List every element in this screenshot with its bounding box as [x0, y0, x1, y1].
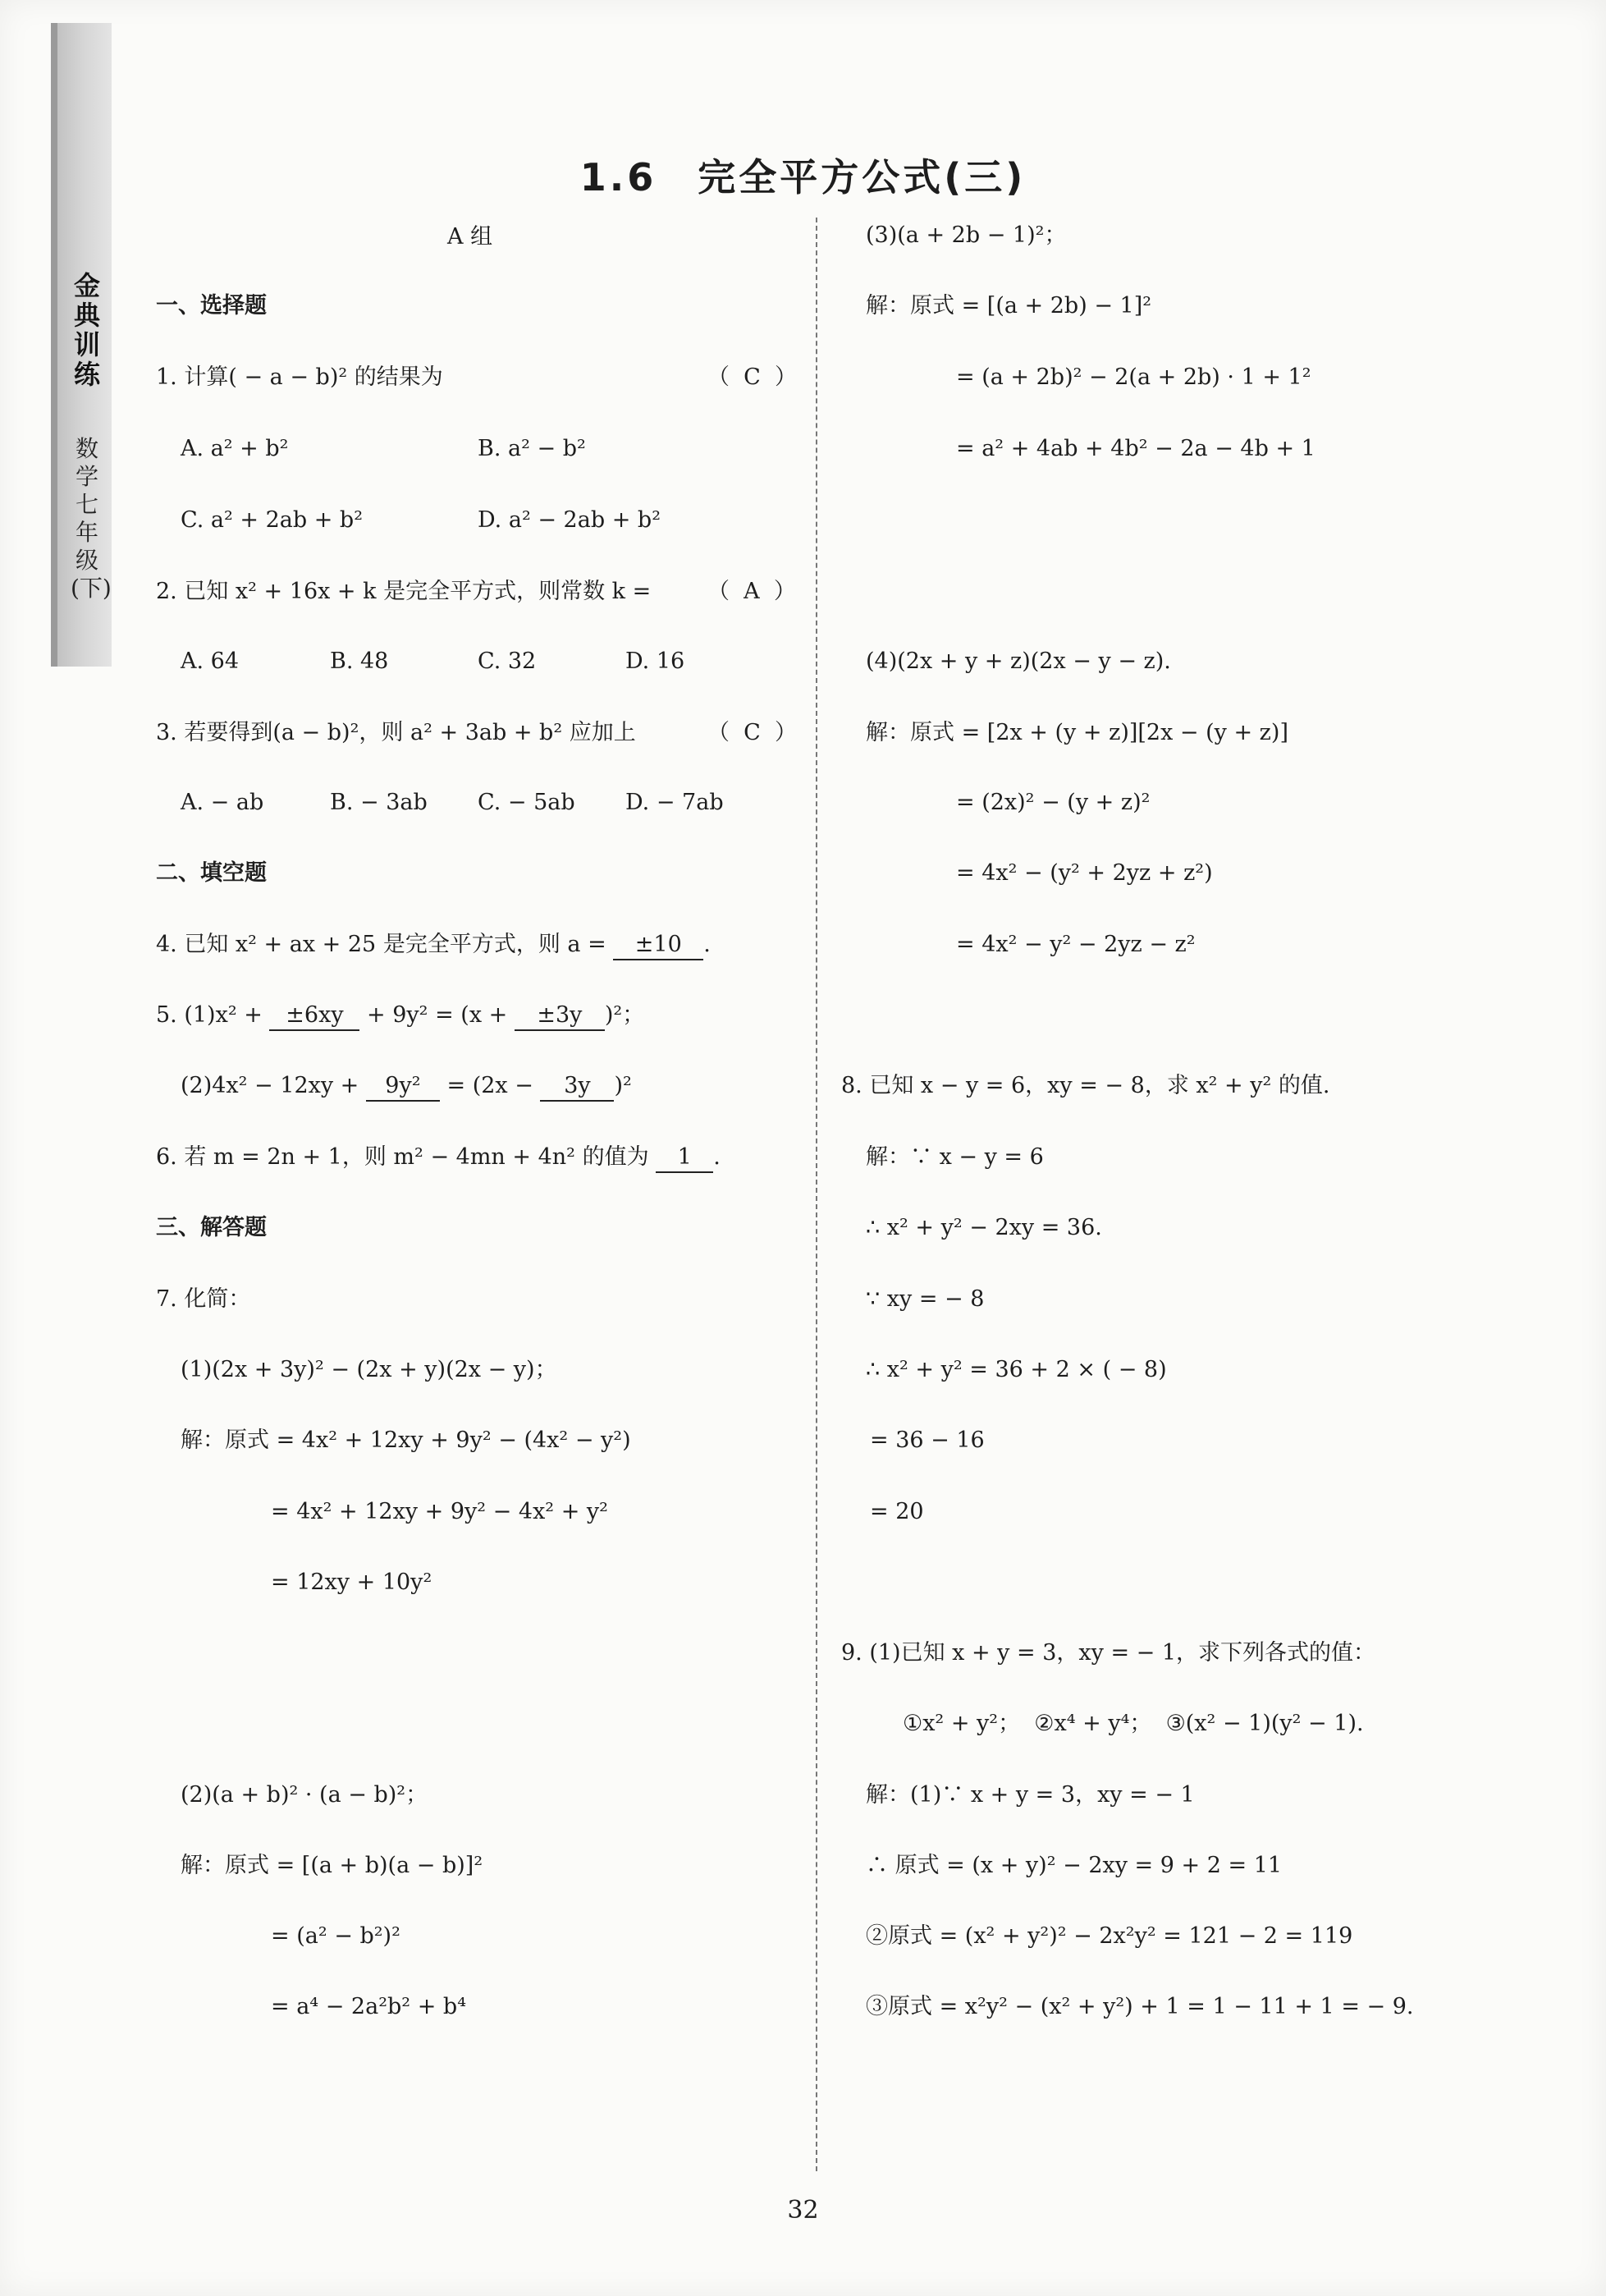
- q7-p3-step1: 解：原式 = [(a + 2b) − 1]²: [866, 293, 1152, 319]
- q7-p2-step2: = (a² − b²)²: [271, 1923, 400, 1949]
- q5-l2-post: )²: [614, 1073, 632, 1098]
- q7-p1-step1: 解：原式 = 4x² + 12xy + 9y² − (4x² − y²): [181, 1428, 631, 1453]
- q1-option-d: D. a² − 2ab + b²: [478, 507, 661, 533]
- q6-blank: 1: [656, 1143, 713, 1173]
- q5-l1-post: )²；: [604, 1002, 645, 1028]
- q2-option-c: C. 32: [478, 648, 537, 674]
- q2-option-b: B. 48: [330, 648, 389, 674]
- q9-step4: ③原式 = x²y² − (x² + y²) + 1 = 1 − 11 + 1 = − 9.: [866, 1994, 1414, 2019]
- section-fill: 二、填空题: [156, 860, 267, 886]
- q5-l1-pre: 5. (1)x² +: [156, 1002, 263, 1028]
- q5-l2-mid: = (2x −: [446, 1073, 533, 1098]
- q2-option-a: A. 64: [181, 648, 240, 674]
- q5-l2-pre: (2)4x² − 12xy +: [181, 1073, 359, 1098]
- q4-post: .: [703, 932, 711, 957]
- q7-p2-step3: = a⁴ − 2a²b² + b⁴: [271, 1994, 467, 2019]
- section-solve: 三、解答题: [156, 1215, 267, 1240]
- q9-step2: ∴ 原式 = (x + y)² − 2xy = 9 + 2 = 11: [866, 1853, 1283, 1878]
- q5-l2-blank2: 3y: [540, 1072, 614, 1102]
- q7-p3: (3)(a + 2b − 1)²；: [866, 222, 1067, 248]
- q8-step3: ∵ xy = − 8: [866, 1286, 985, 1312]
- q3-text: 3. 若要得到(a − b)²，则 a² + 3ab + b² 应加上: [156, 720, 636, 745]
- q1-option-c: C. a² + 2ab + b²: [181, 507, 364, 533]
- q8-step1: 解：∵ x − y = 6: [866, 1144, 1044, 1170]
- spine-edge: [51, 23, 57, 667]
- group-label: A 组: [447, 224, 493, 250]
- q8-head: 8. 已知 x − y = 6，xy = − 8，求 x² + y² 的值.: [841, 1073, 1330, 1098]
- spine-subject: 数学 七年级(下): [71, 435, 112, 602]
- q7-p4-step2: = (2x)² − (y + z)²: [956, 790, 1151, 815]
- q4-blank: ±10: [613, 931, 703, 960]
- column-divider: [816, 218, 817, 2171]
- q8-step6: = 20: [870, 1499, 924, 1524]
- q3-option-c: C. − 5ab: [478, 790, 575, 815]
- q6-post: .: [713, 1144, 721, 1170]
- q3-answer: （ C ）: [707, 720, 797, 745]
- q7-p4-step3: = 4x² − (y² + 2yz + z²): [956, 860, 1213, 886]
- q9-head: 9. (1)已知 x + y = 3，xy = − 1，求下列各式的值：: [841, 1640, 1376, 1666]
- q1-answer: （ C ）: [707, 364, 797, 390]
- q5-l1-mid: + 9y² = (x +: [367, 1002, 508, 1028]
- q4-text: 4. 已知 x² + ax + 25 是完全平方式，则 a =: [156, 932, 606, 957]
- q7-p4-step4: = 4x² − y² − 2yz − z²: [956, 932, 1196, 957]
- q5-l2-blank1: 9y²: [366, 1072, 440, 1102]
- q9-step1: 解：(1)∵ x + y = 3，xy = − 1: [866, 1782, 1195, 1808]
- q1-option-a: A. a² + b²: [181, 436, 289, 461]
- spine-brand: 金典训练: [73, 270, 100, 390]
- q7-head: 7. 化简：: [156, 1286, 251, 1312]
- q5-l1-blank1: ±6xy: [269, 1001, 359, 1031]
- q8-step4: ∴ x² + y² = 36 + 2 × ( − 8): [866, 1357, 1167, 1382]
- q5-line1: [156, 1001, 644, 1031]
- q9-items: ①x² + y²； ②x⁴ + y⁴； ③(x² − 1)(y² − 1).: [903, 1711, 1364, 1736]
- q5-l1-blank2: ±3y: [515, 1001, 605, 1031]
- q4-line: [156, 931, 711, 960]
- q9-step3: ②原式 = (x² + y²)² − 2x²y² = 121 − 2 = 119: [866, 1923, 1353, 1949]
- q1-text: 1. 计算( − a − b)² 的结果为: [156, 364, 443, 390]
- q7-p4: (4)(2x + y + z)(2x − y − z).: [866, 648, 1171, 674]
- q7-p3-step3: = a² + 4ab + 4b² − 2a − 4b + 1: [956, 436, 1315, 461]
- q7-p2-step1: 解：原式 = [(a + b)(a − b)]²: [181, 1853, 483, 1878]
- q3-option-b: B. − 3ab: [330, 790, 428, 815]
- q6-line: [156, 1143, 721, 1173]
- q1-option-b: B. a² − b²: [478, 436, 586, 461]
- q8-step2: ∴ x² + y² − 2xy = 36.: [866, 1215, 1102, 1240]
- q3-option-d: D. − 7ab: [625, 790, 724, 815]
- q7-p1-step2: = 4x² + 12xy + 9y² − 4x² + y²: [271, 1499, 608, 1524]
- q2-option-d: D. 16: [625, 648, 685, 674]
- q8-step5: = 36 − 16: [870, 1428, 985, 1453]
- q7-p4-step1: 解：原式 = [2x + (y + z)][2x − (y + z)]: [866, 720, 1288, 745]
- q7-p3-step2: = (a + 2b)² − 2(a + 2b) · 1 + 1²: [956, 364, 1311, 390]
- q2-text: 2. 已知 x² + 16x + k 是完全平方式，则常数 k =: [156, 579, 652, 604]
- page-title: 1.6 完全平方公式(三): [579, 155, 1027, 199]
- q3-option-a: A. − ab: [181, 790, 264, 815]
- q7-p1-step3: = 12xy + 10y²: [271, 1570, 432, 1595]
- q2-answer: （ A ）: [707, 579, 796, 604]
- q6-text: 6. 若 m = 2n + 1，则 m² − 4mn + 4n² 的值为: [156, 1144, 649, 1170]
- section-choice: 一、选择题: [156, 293, 267, 319]
- q5-line2: [181, 1072, 632, 1102]
- q7-p2: (2)(a + b)² · (a − b)²；: [181, 1782, 428, 1808]
- q7-p1: (1)(2x + 3y)² − (2x + y)(2x − y)；: [181, 1357, 557, 1382]
- page-number: 32: [787, 2196, 819, 2225]
